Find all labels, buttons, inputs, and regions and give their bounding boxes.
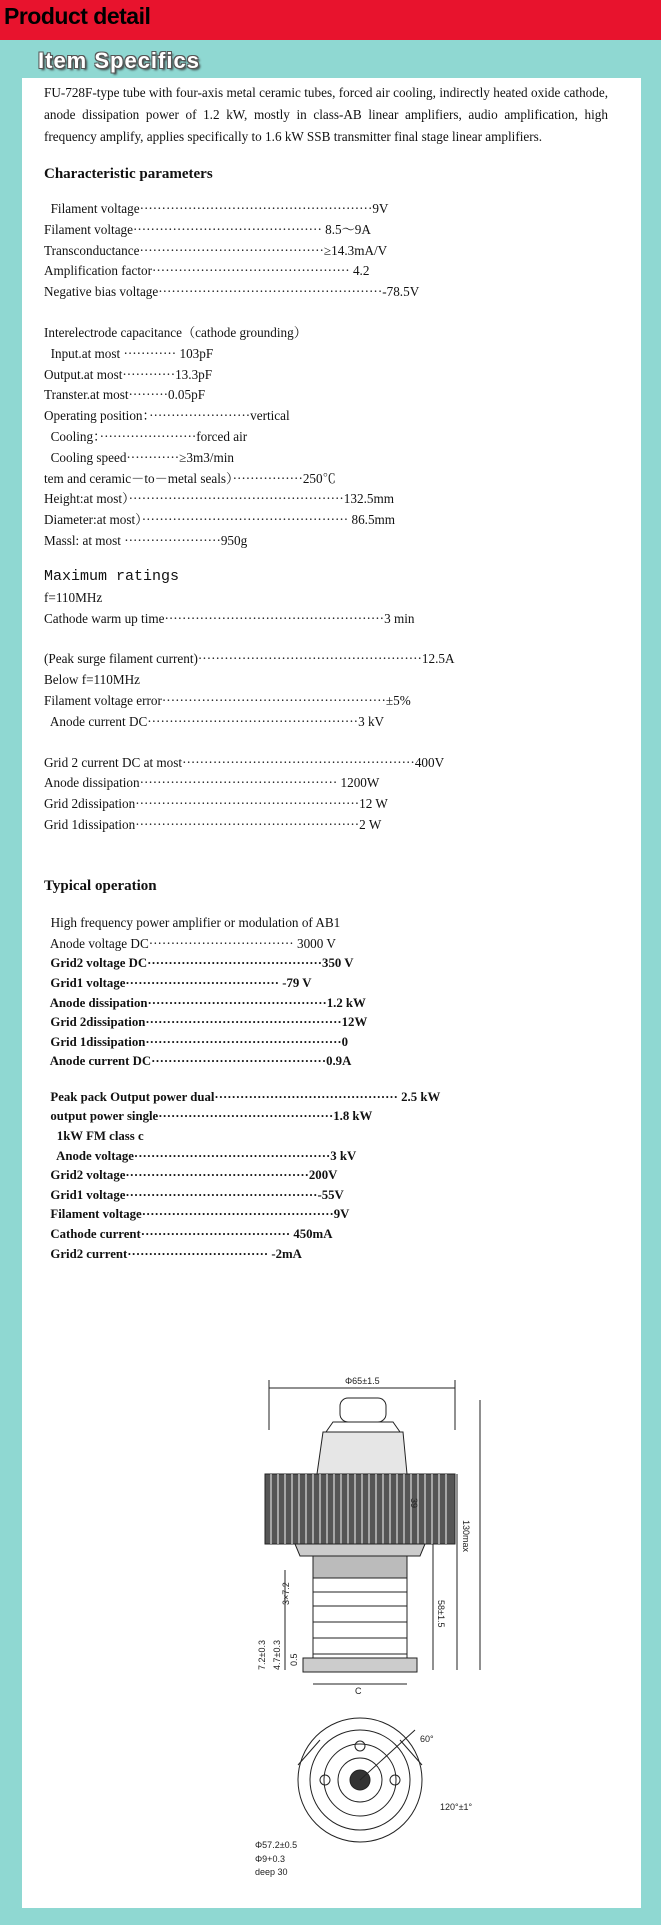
spec-line: Filament voltage··········································· 8.5～9A — [44, 221, 371, 237]
spec-line: Grid 1dissipation··············································0 — [44, 1034, 349, 1049]
spec-line: Grid 2dissipation···················································12 W — [44, 796, 388, 812]
spec-line: Grid2 current································· -2mA — [44, 1246, 302, 1261]
spec-line: Grid 1dissipation···················································2 W — [44, 816, 382, 832]
dim-label: 130max — [461, 1520, 471, 1553]
spec-line: Amplification factor············································· 4.2 — [44, 263, 370, 279]
dim-label: Φ57.2±0.5 — [255, 1840, 298, 1850]
dim-label: Φ9+0.3 — [255, 1854, 285, 1864]
spec-line: Output.at most············13.3pF — [44, 366, 213, 382]
dim-label: deep 30 — [255, 1867, 288, 1877]
dim-label: 4.7±0.3 — [272, 1640, 282, 1670]
spec-line: Transconductance··········································≥14.3mA/V — [44, 242, 388, 258]
spec-line: Grid1 voltage···································· -79 V — [44, 975, 312, 990]
spec-line: Cathode current··································· 450mA — [44, 1227, 333, 1242]
tube-dimension-drawing — [225, 1370, 525, 1880]
spec-line: Input.at most ············ 103pF — [44, 345, 214, 361]
tube-neck — [317, 1432, 407, 1474]
spec-line: Filament voltage·············································9V — [44, 1207, 350, 1222]
spec-line: tem and ceramic－to－metal seals）················250℃ — [44, 470, 336, 486]
spec-line: output power single·········································1.8 kW — [44, 1109, 373, 1124]
spec-line: Diameter:at most）··············································· 86.5mm — [44, 512, 396, 528]
tube-cap — [340, 1398, 386, 1422]
spec-line: Anode dissipation··········································1.2 kW — [44, 995, 366, 1010]
ring-lines — [313, 1592, 407, 1654]
spec-line: (Peak surge filament current)···················································12.5A — [44, 651, 455, 667]
spec-line: Peak pack Output power dual··········································· 2.5 kW — [44, 1089, 441, 1104]
tube-collar — [295, 1544, 425, 1556]
spec-line: Height:at most）·················································132.5mm — [44, 491, 394, 507]
spec-line: Anode voltage DC································· 3000 V — [44, 935, 336, 951]
dim-label: Φ65±1.5 — [345, 1376, 380, 1386]
tube-shoulder — [313, 1556, 407, 1578]
spec-line: Filament voltage error···················································±5% — [44, 692, 411, 708]
base-pin — [320, 1775, 330, 1785]
spec-line: Grid2 voltage···········································200V — [44, 1168, 338, 1183]
spec-line: Grid 2dissipation··············································12W — [44, 1015, 368, 1030]
spec-line: Cooling：······················forced air — [44, 428, 248, 444]
spec-line: Anode voltage··············································3 kV — [44, 1148, 357, 1163]
spec-line: Negative bias voltage···················································-78.5V — [44, 284, 420, 300]
tube-cap-base — [326, 1422, 400, 1432]
dim-label: 0.5 — [289, 1653, 299, 1666]
spec-line: Grid1 voltage·············································-55V — [44, 1187, 344, 1202]
dim-label: C — [355, 1686, 362, 1696]
dim-label: 58±1.5 — [436, 1600, 446, 1628]
section-subtitle: Item Specifics — [38, 48, 200, 73]
spec-line: Filament voltage·····················································9V — [44, 201, 389, 216]
spec-line: Anode current DC·········································0.9A — [44, 1054, 352, 1069]
spec-line: Grid 2 current DC at most·····················································400V — [44, 754, 445, 770]
page-title: Product detail — [4, 3, 151, 29]
content — [44, 82, 608, 1264]
maximum-heading: Maximum ratings — [44, 567, 180, 585]
spec-line: Below f=110MHz — [44, 672, 140, 688]
dim-label: 39 — [409, 1498, 419, 1509]
base-pin — [390, 1775, 400, 1785]
spec-line: Interelectrode capacitance（cathode grounding） — [44, 324, 307, 340]
base-pin — [355, 1741, 365, 1751]
spec-line: Grid2 voltage DC·········································350 V — [44, 956, 354, 971]
radiator-fins — [265, 1474, 455, 1544]
intro-paragraph: FU-728F-type tube with four-axis metal ceramic tubes, forced air cooling, indirectly heated oxide cathode, anode dissipation power of 1.2 kW, mostly in class-AB linear amplifiers, audio amplification, high frequency amplify, applies specifically to 1.6 kW SSB transmitter final stage linear amplifiers. — [44, 85, 608, 144]
dim-label: 120°±1° — [440, 1802, 473, 1812]
spec-line: Anode current DC················································3 kV — [44, 713, 385, 729]
spec-line: Cooling speed············≥3m3/min — [44, 449, 234, 465]
spec-line: Transter.at most·········0.05pF — [44, 387, 206, 403]
dim-label: 7.2±0.3 — [257, 1640, 267, 1670]
spec-line: High frequency power amplifier or modulation of AB1 — [44, 914, 341, 930]
spec-line: Massl: at most ······················950g — [44, 532, 248, 548]
dim-label: 60° — [420, 1734, 434, 1744]
spec-line: 1kW FM class c — [44, 1129, 144, 1144]
spec-line: Operating position：·······················vertical — [44, 408, 290, 424]
dim-label: 3×7.2 — [281, 1582, 291, 1605]
characteristic-heading: Characteristic parameters — [44, 166, 213, 182]
tube-base-ring — [303, 1658, 417, 1672]
typical-heading: Typical operation — [44, 877, 157, 894]
spec-line: Cathode warm up time··················································3 min — [44, 610, 415, 626]
angle-line — [360, 1730, 415, 1780]
header-bar — [0, 0, 661, 40]
spec-line: f=110MHz — [44, 589, 103, 605]
spec-line: Anode dissipation············································· 1200W — [44, 775, 380, 791]
